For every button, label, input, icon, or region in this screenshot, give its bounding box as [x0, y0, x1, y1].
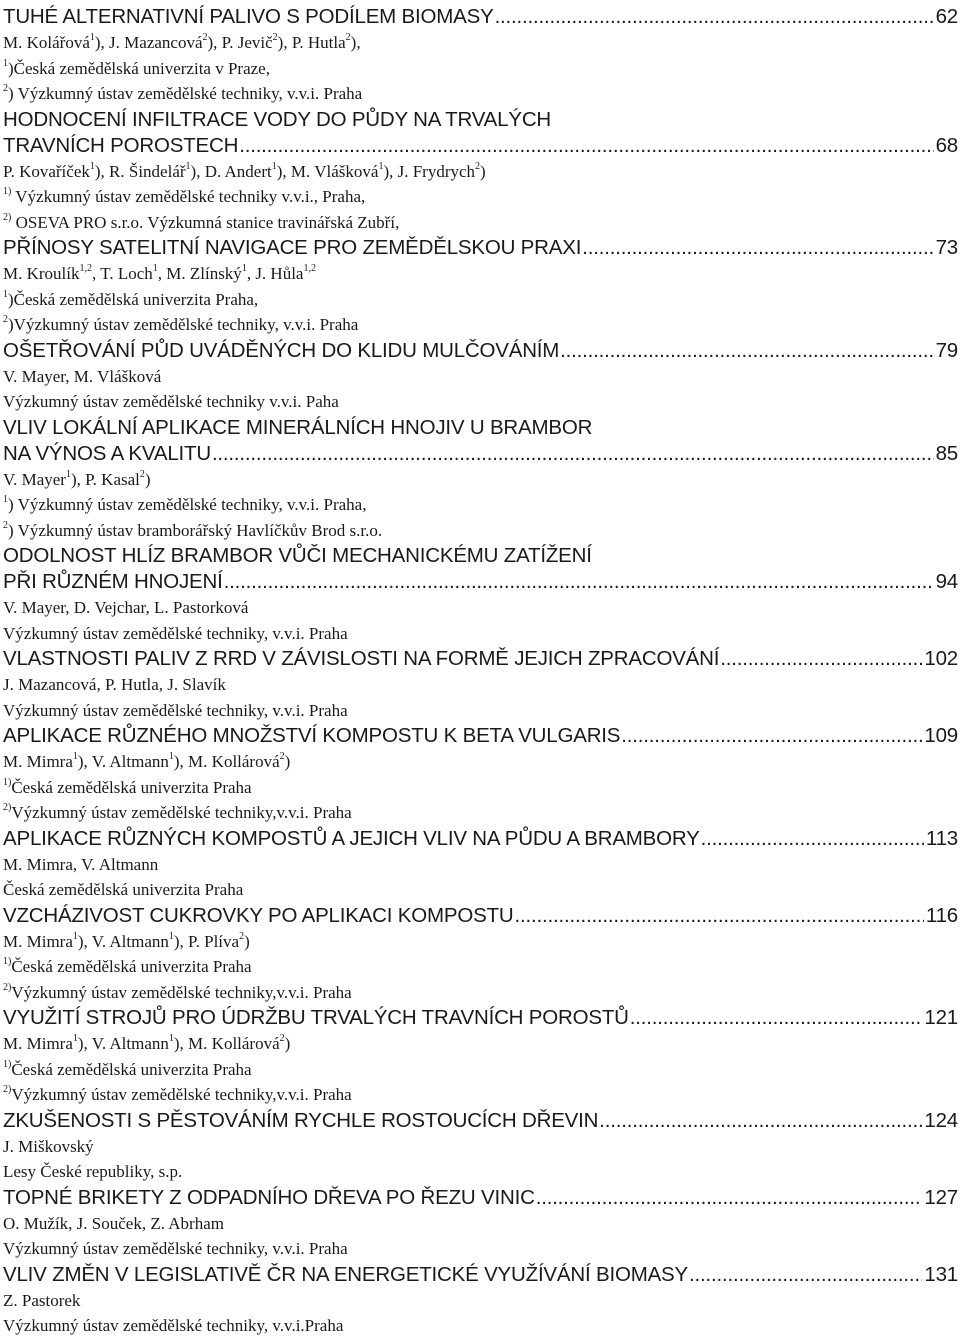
page-number: 85 [935, 441, 958, 465]
entry-title: HODNOCENÍ INFILTRACE VODY DO PŮDY NA TRVALÝCH [3, 107, 552, 131]
footnote-marker: 1 [65, 468, 71, 480]
entry-affiliation [3, 954, 958, 980]
entry-affiliation [3, 210, 958, 236]
text-segment: O. Mužík, J. Souček, Z. Abrham [3, 1213, 224, 1233]
entry-affiliation [3, 1057, 958, 1083]
text-segment: J. Miškovský [3, 1136, 94, 1156]
footnote-marker: 1 [3, 288, 8, 300]
entry-affiliation [3, 1159, 958, 1185]
footnote-marker: 1 [168, 751, 174, 762]
dot-leader [630, 1005, 923, 1031]
text-segment: V. Mayer, M. Vlášková [3, 366, 162, 386]
footnote-marker: 2 [239, 930, 245, 942]
footnote-marker: 2 [3, 519, 8, 531]
text-segment: ), P. Jevič [207, 33, 273, 52]
toc-entry [3, 903, 958, 1006]
entry-affiliation [3, 1082, 958, 1108]
text-segment: OSEVA PRO s.r.o. Výzkumná stanice travinářská Zubří, [11, 212, 400, 232]
text-segment: P. Kovaříček [3, 161, 90, 181]
entry-affiliation [3, 389, 958, 415]
text-segment: , J. Hůla [246, 264, 304, 283]
dot-leader [701, 826, 924, 852]
footnote-marker: 1 [185, 160, 191, 172]
text-segment: V. Mayer [3, 469, 66, 489]
text-segment: V. Mayer, D. Vejchar, L. Pastorková [3, 598, 249, 617]
footnote-marker: 1,2 [79, 263, 92, 274]
footnote-marker: 2 [202, 32, 208, 43]
entry-authors [3, 1288, 958, 1314]
toc-entry-title-line [3, 338, 958, 364]
text-segment: ), J. Frydrych [383, 161, 476, 181]
toc-entry [3, 826, 958, 903]
text-segment: Výzkumný ústav zemědělské techniky, v.v.i. Praha [3, 623, 348, 643]
entry-affiliation [3, 492, 958, 518]
footnote-marker: 1 [72, 751, 78, 762]
dot-leader [515, 903, 924, 929]
text-segment: ) Výzkumný ústav bramborářský Havlíčkův Brod s.r.o. [8, 520, 383, 540]
text-segment: M. Mimra, V. Altmann [3, 854, 159, 874]
footnote-marker: 2) [3, 1084, 12, 1095]
toc-entry-title-line [3, 415, 958, 441]
entry-authors [3, 672, 958, 698]
entry-authors [3, 1134, 958, 1160]
toc-entry-title-line [3, 543, 958, 569]
footnote-marker: 2 [272, 32, 278, 43]
page-number: 94 [935, 570, 958, 593]
footnote-marker: 1 [72, 930, 78, 942]
toc-entry [3, 543, 958, 646]
footnote-marker: 1 [168, 1033, 174, 1044]
footnote-marker: 1 [152, 263, 158, 274]
entry-title: VLASTNOSTI PALIV Z RRD V ZÁVISLOSTI NA FORMĚ JEJICH ZPRACOVÁNÍ [3, 647, 720, 670]
text-segment: M. Kroulík [3, 264, 80, 283]
dot-leader [689, 1262, 922, 1288]
page-number: 62 [935, 5, 958, 28]
toc-entry-title-line [3, 441, 958, 467]
footnote-marker: 1 [3, 57, 8, 69]
entry-affiliation [3, 81, 958, 107]
text-segment: ), V. Altmann [77, 931, 169, 951]
text-segment: ) Výzkumný ústav zemědělské techniky, v.v.i. Praha [8, 84, 363, 103]
toc-entry-title-line [3, 1005, 958, 1031]
footnote-marker: 2 [3, 314, 8, 325]
text-segment: Z. Pastorek [3, 1290, 81, 1310]
dot-leader [560, 338, 933, 364]
dot-leader [495, 4, 934, 30]
text-segment: Výzkumný ústav zemědělské techniky, v.v.i.Praha [3, 1316, 344, 1335]
footnote-marker: 1,2 [303, 263, 316, 274]
page-number: 68 [935, 133, 958, 157]
text-segment: ), J. Mazancová [94, 33, 203, 52]
text-segment: ), V. Altmann [77, 752, 169, 771]
text-segment: ), R. Šindelář [94, 161, 186, 181]
footnote-marker: 2) [3, 981, 12, 993]
toc-entry [3, 338, 958, 415]
toc-entry [3, 646, 958, 723]
page-number: 127 [924, 1185, 958, 1209]
text-segment: , T. Loch [92, 264, 153, 283]
page-number: 121 [924, 1006, 958, 1029]
entry-authors [3, 1031, 958, 1057]
toc-entry [3, 1262, 958, 1339]
text-segment: ), [350, 33, 361, 52]
text-segment: ) [284, 752, 291, 771]
text-segment: ), P. Plíva [173, 931, 240, 951]
dot-leader [720, 646, 922, 672]
footnote-marker: 1 [3, 494, 8, 505]
text-segment: ) [244, 931, 250, 951]
entry-authors [3, 595, 958, 621]
text-segment: ), M. Kollárová [173, 1034, 280, 1053]
text-segment: ) [284, 1034, 291, 1053]
text-segment: , M. Zlínský [157, 264, 242, 283]
text-segment: ), D. Andert [190, 161, 272, 181]
entry-affiliation [3, 698, 958, 724]
text-segment: Výzkumný ústav zemědělské techniky,v.v.i. Praha [11, 803, 352, 822]
footnote-marker: 2) [3, 802, 12, 813]
footnote-marker: 2 [279, 1033, 285, 1044]
entry-authors [3, 159, 958, 185]
footnote-marker: 1 [89, 32, 95, 43]
footnote-marker: 2 [475, 160, 481, 172]
toc-entry [3, 1185, 958, 1262]
page-number: 116 [925, 903, 958, 927]
footnote-marker: 1 [241, 263, 247, 274]
entry-title: TUHÉ ALTERNATIVNÍ PALIVO S PODÍLEM BIOMASY [3, 5, 494, 28]
entry-affiliation [3, 800, 958, 826]
entry-affiliation [3, 1313, 958, 1339]
entry-title: ODOLNOST HLÍZ BRAMBOR VŮČI MECHANICKÉMU ZATÍŽENÍ [3, 544, 592, 567]
table-of-contents [3, 4, 958, 1339]
entry-authors [3, 261, 958, 287]
text-segment: Česká zemědělská univerzita Praha [3, 880, 244, 899]
footnote-marker: 2) [3, 211, 12, 223]
entry-affiliation [3, 56, 958, 82]
entry-authors [3, 749, 958, 775]
dot-leader [536, 1185, 923, 1211]
footnote-marker: 2 [345, 32, 351, 43]
text-segment: M. Mimra [3, 931, 73, 951]
entry-title: VLIV ZMĚN V LEGISLATIVĚ ČR NA ENERGETICKÉ VYUŽÍVÁNÍ BIOMASY [3, 1262, 688, 1286]
footnote-marker: 1) [3, 186, 12, 197]
entry-authors [3, 1211, 958, 1237]
text-segment: Výzkumný ústav zemědělské techniky, v.v.i. Praha [3, 1239, 348, 1258]
text-segment: ), P. Hutla [277, 33, 346, 52]
footnote-marker: 1 [89, 160, 95, 172]
toc-entry [3, 4, 958, 107]
text-segment: Výzkumný ústav zemědělské techniky,v.v.i. Praha [11, 1085, 352, 1104]
toc-entry [3, 235, 958, 338]
entry-affiliation [3, 775, 958, 801]
entry-affiliation [3, 1236, 958, 1262]
page-number: 102 [924, 647, 958, 670]
text-segment: Výzkumný ústav zemědělské techniky,v.v.i. Praha [11, 982, 352, 1002]
page-number: 73 [935, 236, 958, 259]
entry-title: ZKUŠENOSTI S PĚSTOVÁNÍM RYCHLE ROSTOUCÍCH DŘEVIN [3, 1108, 599, 1132]
text-segment: )Česká zemědělská univerzita Praha, [8, 289, 259, 309]
entry-affiliation [3, 518, 958, 544]
page-number: 131 [924, 1262, 958, 1286]
entry-affiliation [3, 287, 958, 313]
toc-entry-title-line [3, 826, 958, 852]
entry-title: OŠETŘOVÁNÍ PŮD UVÁDĚNÝCH DO KLIDU MULČOVÁNÍM [3, 338, 560, 362]
footnote-marker: 1 [168, 930, 174, 942]
text-segment: )Česká zemědělská univerzita v Praze, [8, 58, 270, 78]
toc-entry-title-line [3, 1262, 958, 1288]
text-segment: ), P. Kasal [70, 469, 140, 489]
entry-affiliation [3, 980, 958, 1006]
footnote-marker: 1) [3, 956, 12, 967]
footnote-marker: 2 [3, 83, 8, 94]
entry-title: NA VÝNOS A KVALITU [3, 441, 211, 465]
toc-entry-title-line [3, 4, 958, 30]
entry-title: PŘI RŮZNÉM HNOJENÍ [3, 570, 223, 593]
text-segment: )Výzkumný ústav zemědělské techniky, v.v.i. Praha [8, 315, 359, 334]
entry-title: VYUŽITÍ STROJŮ PRO ÚDRŽBU TRVALÝCH TRAVNÍCH POROSTŮ [3, 1006, 629, 1029]
toc-entry-title-line [3, 235, 958, 261]
text-segment: ), M. Vlášková [276, 161, 379, 181]
entry-title: VZCHÁZIVOST CUKROVKY PO APLIKACI KOMPOSTU [3, 903, 514, 927]
page-number: 109 [924, 724, 958, 747]
toc-entry-title-line [3, 133, 958, 159]
entry-title: TOPNÉ BRIKETY Z ODPADNÍHO DŘEVA PO ŘEZU VINIC [3, 1185, 535, 1209]
text-segment: Výzkumný ústav zemědělské techniky, v.v.i. Praha [3, 700, 348, 720]
text-segment: Česká zemědělská univerzita Praha [11, 777, 252, 797]
page-number: 124 [924, 1108, 958, 1132]
text-segment: J. Mazancová, P. Hutla, J. Slavík [3, 675, 226, 694]
text-segment: ) [480, 161, 486, 181]
entry-title: APLIKACE RŮZNÝCH KOMPOSTŮ A JEJICH VLIV NA PŮDU A BRAMBORY [3, 826, 700, 850]
footnote-marker: 1 [271, 160, 277, 172]
page-number: 113 [925, 826, 958, 850]
footnote-marker: 1 [72, 1033, 78, 1044]
entry-authors [3, 30, 958, 56]
toc-entry-title-line [3, 646, 958, 672]
toc-entry [3, 415, 958, 544]
text-segment: M. Kolářová [3, 33, 90, 52]
dot-leader [224, 569, 934, 595]
entry-authors [3, 364, 958, 390]
toc-entry [3, 107, 958, 236]
text-segment: ), M. Kollárová [173, 752, 280, 771]
dot-leader [212, 441, 934, 467]
entry-authors [3, 852, 958, 878]
text-segment: Lesy České republiky, s.p. [3, 1162, 183, 1181]
entry-affiliation [3, 312, 958, 338]
page-number: 79 [935, 338, 958, 362]
text-segment: ), V. Altmann [77, 1034, 169, 1053]
toc-entry-title-line [3, 1108, 958, 1134]
toc-entry [3, 1108, 958, 1185]
toc-entry-title-line [3, 569, 958, 595]
text-segment: Česká zemědělská univerzita Praha [11, 957, 252, 976]
toc-entry [3, 1005, 958, 1108]
footnote-marker: 2 [279, 751, 285, 762]
entry-title: VLIV LOKÁLNÍ APLIKACE MINERÁLNÍCH HNOJIV U BRAMBOR [3, 415, 593, 439]
entry-affiliation [3, 877, 958, 903]
footnote-marker: 2 [139, 468, 145, 480]
toc-entry-title-line [3, 723, 958, 749]
footnote-marker: 1) [3, 776, 12, 788]
footnote-marker: 1 [378, 160, 384, 172]
footnote-marker: 1) [3, 1058, 12, 1070]
entry-authors [3, 929, 958, 955]
text-segment: M. Mimra [3, 1034, 73, 1053]
entry-affiliation [3, 184, 958, 210]
dot-leader [582, 235, 933, 261]
dot-leader [239, 133, 933, 159]
dot-leader [621, 723, 922, 749]
text-segment: M. Mimra [3, 752, 73, 771]
text-segment: Česká zemědělská univerzita Praha [11, 1059, 252, 1079]
toc-entry-title-line [3, 1185, 958, 1211]
text-segment: ) [144, 469, 151, 489]
toc-entry-title-line [3, 107, 958, 133]
dot-leader [599, 1108, 922, 1134]
toc-entry-title-line [3, 903, 958, 929]
entry-title: APLIKACE RŮZNÉHO MNOŽSTVÍ KOMPOSTU K BETA VULGARIS [3, 724, 621, 747]
text-segment: Výzkumný ústav zemědělské techniky v.v.i., Praha, [11, 187, 366, 206]
toc-entry [3, 723, 958, 826]
entry-title: PŘÍNOSY SATELITNÍ NAVIGACE PRO ZEMĚDĚLSKOU PRAXI [3, 236, 582, 259]
text-segment: ) Výzkumný ústav zemědělské techniky, v.v.i. Praha, [8, 495, 367, 514]
entry-title: TRAVNÍCH POROSTECH [3, 133, 239, 157]
entry-affiliation [3, 621, 958, 647]
text-segment: Výzkumný ústav zemědělské techniky v.v.i. Paha [3, 392, 339, 411]
entry-authors [3, 467, 958, 493]
